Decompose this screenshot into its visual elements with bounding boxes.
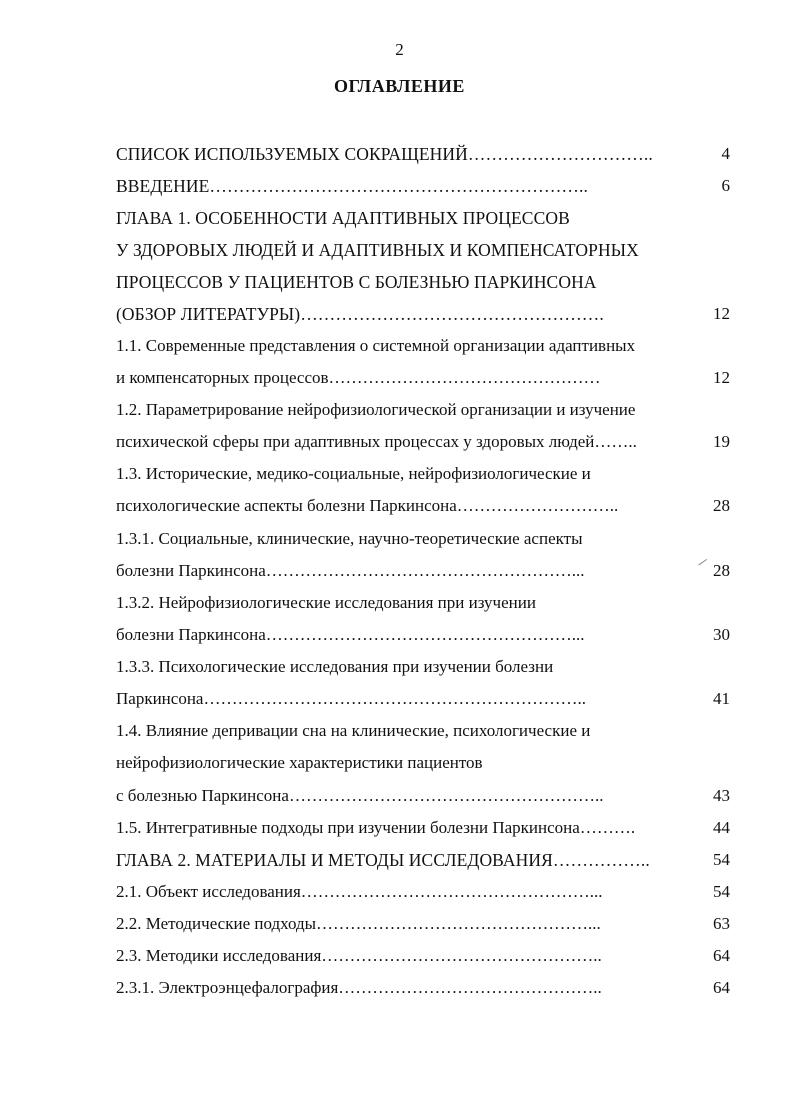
- toc-entry: [0, 848, 799, 872]
- toc-entry-page: 43: [713, 786, 730, 805]
- toc-entry: [0, 238, 799, 262]
- toc-entry-text: ПРОЦЕССОВ У ПАЦИЕНТОВ С БОЛЕЗНЬЮ ПАРКИНСОНА: [116, 272, 597, 292]
- toc-entry-text: ГЛАВА 2. МАТЕРИАЛЫ И МЕТОДЫ ИССЛЕДОВАНИЯ……………..: [116, 850, 650, 870]
- toc-entry: [0, 976, 799, 1000]
- toc-entry-text: 2.3. Методики исследования…………………………………………..: [116, 946, 602, 965]
- toc-entry-page: 63: [713, 914, 730, 933]
- toc-entry: [0, 719, 799, 743]
- toc-entry: [0, 591, 799, 615]
- toc-entry-text: Паркинсона…………………………………………………………..: [116, 689, 586, 708]
- toc-entry-page: 6: [721, 176, 730, 195]
- toc-entry-text: 1.3.1. Социальные, клинические, научно-теоретические аспекты: [116, 529, 583, 548]
- toc-entry: [0, 944, 799, 968]
- toc-entry: [0, 206, 799, 230]
- toc-entry-text: нейрофизиологические характеристики пациентов: [116, 753, 483, 772]
- toc-entry-text: ГЛАВА 1. ОСОБЕННОСТИ АДАПТИВНЫХ ПРОЦЕССОВ: [116, 208, 570, 228]
- toc-entry: [0, 687, 799, 711]
- toc-entry-page: 64: [713, 978, 730, 997]
- toc-entry-text: с болезнью Паркинсона………………………………………………..: [116, 786, 604, 805]
- toc-entry-text: 2.1. Объект исследования……………………………………………...: [116, 882, 603, 901]
- toc-entry: [0, 494, 799, 518]
- toc-entry-text: 1.2. Параметрирование нейрофизиологической организации и изучение: [116, 400, 636, 419]
- toc-entry-text: СПИСОК ИСПОЛЬЗУЕМЫХ СОКРАЩЕНИЙ…………………………..: [116, 144, 653, 164]
- toc-entry-page: 28: [713, 561, 730, 580]
- toc-entry-text: (ОБЗОР ЛИТЕРАТУРЫ)…………………………………………….: [116, 304, 604, 324]
- toc-entry: [0, 912, 799, 936]
- toc-entry-page: 30: [713, 625, 730, 644]
- toc-entry-page: 12: [713, 304, 730, 323]
- toc-entry-text: болезни Паркинсона………………………………………………...: [116, 561, 585, 580]
- toc-entry-page: 64: [713, 946, 730, 965]
- toc-entry: [0, 334, 799, 358]
- toc-entry: [0, 559, 799, 583]
- toc-entry: [0, 430, 799, 454]
- toc-entry: [0, 462, 799, 486]
- toc-entry: [0, 302, 799, 326]
- toc-entry-text: и компенсаторных процессов…………………………………………: [116, 368, 601, 387]
- toc-entry: [0, 623, 799, 647]
- toc-entry-page: 19: [713, 432, 730, 451]
- toc-entry-text: 1.4. Влияние депривации сна на клинические, психологические и: [116, 721, 591, 740]
- toc-entry: [0, 880, 799, 904]
- toc-entry-text: болезни Паркинсона………………………………………………...: [116, 625, 585, 644]
- toc-entry: [0, 270, 799, 294]
- toc-entry-text: психологические аспекты болезни Паркинсона………………………..: [116, 496, 619, 515]
- toc-entry-text: 1.3.3. Психологические исследования при изучении болезни: [116, 657, 554, 676]
- page-number: 2: [395, 40, 404, 59]
- toc-entry: [0, 527, 799, 551]
- toc-entry: [0, 816, 799, 840]
- page-title: ОГЛАВЛЕНИЕ: [334, 76, 465, 96]
- toc-entry-text: 1.3. Исторические, медико-социальные, нейрофизиологические и: [116, 464, 591, 483]
- toc-entry-page: 12: [713, 368, 730, 387]
- toc-entry-text: ВВЕДЕНИЕ………………………………………………………..: [116, 176, 588, 196]
- toc-entry: [0, 655, 799, 679]
- toc-entry-text: 2.2. Методические подходы…………………………………………...: [116, 914, 601, 933]
- toc-entry: [0, 784, 799, 808]
- toc-entry-page: 44: [713, 818, 730, 837]
- toc-entry: [0, 366, 799, 390]
- toc-entry: [0, 751, 799, 775]
- toc-entry: [0, 174, 799, 198]
- toc-entry-text: психической сферы при адаптивных процессах у здоровых людей……..: [116, 432, 637, 451]
- toc-entry-text: 1.5. Интегративные подходы при изучении болезни Паркинсона……….: [116, 818, 636, 837]
- toc-entry-page: 54: [713, 882, 730, 901]
- toc-entry-page: 28: [713, 496, 730, 515]
- toc-entry-text: 1.3.2. Нейрофизиологические исследования при изучении: [116, 593, 536, 612]
- toc-entry-page: 54: [713, 850, 730, 869]
- toc-entry-page: 4: [721, 144, 730, 163]
- toc-entry-text: 2.3.1. Электроэнцефалография………………………………………..: [116, 978, 602, 997]
- toc-entry-text: 1.1. Современные представления о системной организации адаптивных: [116, 336, 636, 355]
- toc-entry: [0, 142, 799, 166]
- toc-entry-text: У ЗДОРОВЫХ ЛЮДЕЙ И АДАПТИВНЫХ И КОМПЕНСАТОРНЫХ: [116, 240, 639, 260]
- toc-entry: [0, 398, 799, 422]
- toc-entry-page: 41: [713, 689, 730, 708]
